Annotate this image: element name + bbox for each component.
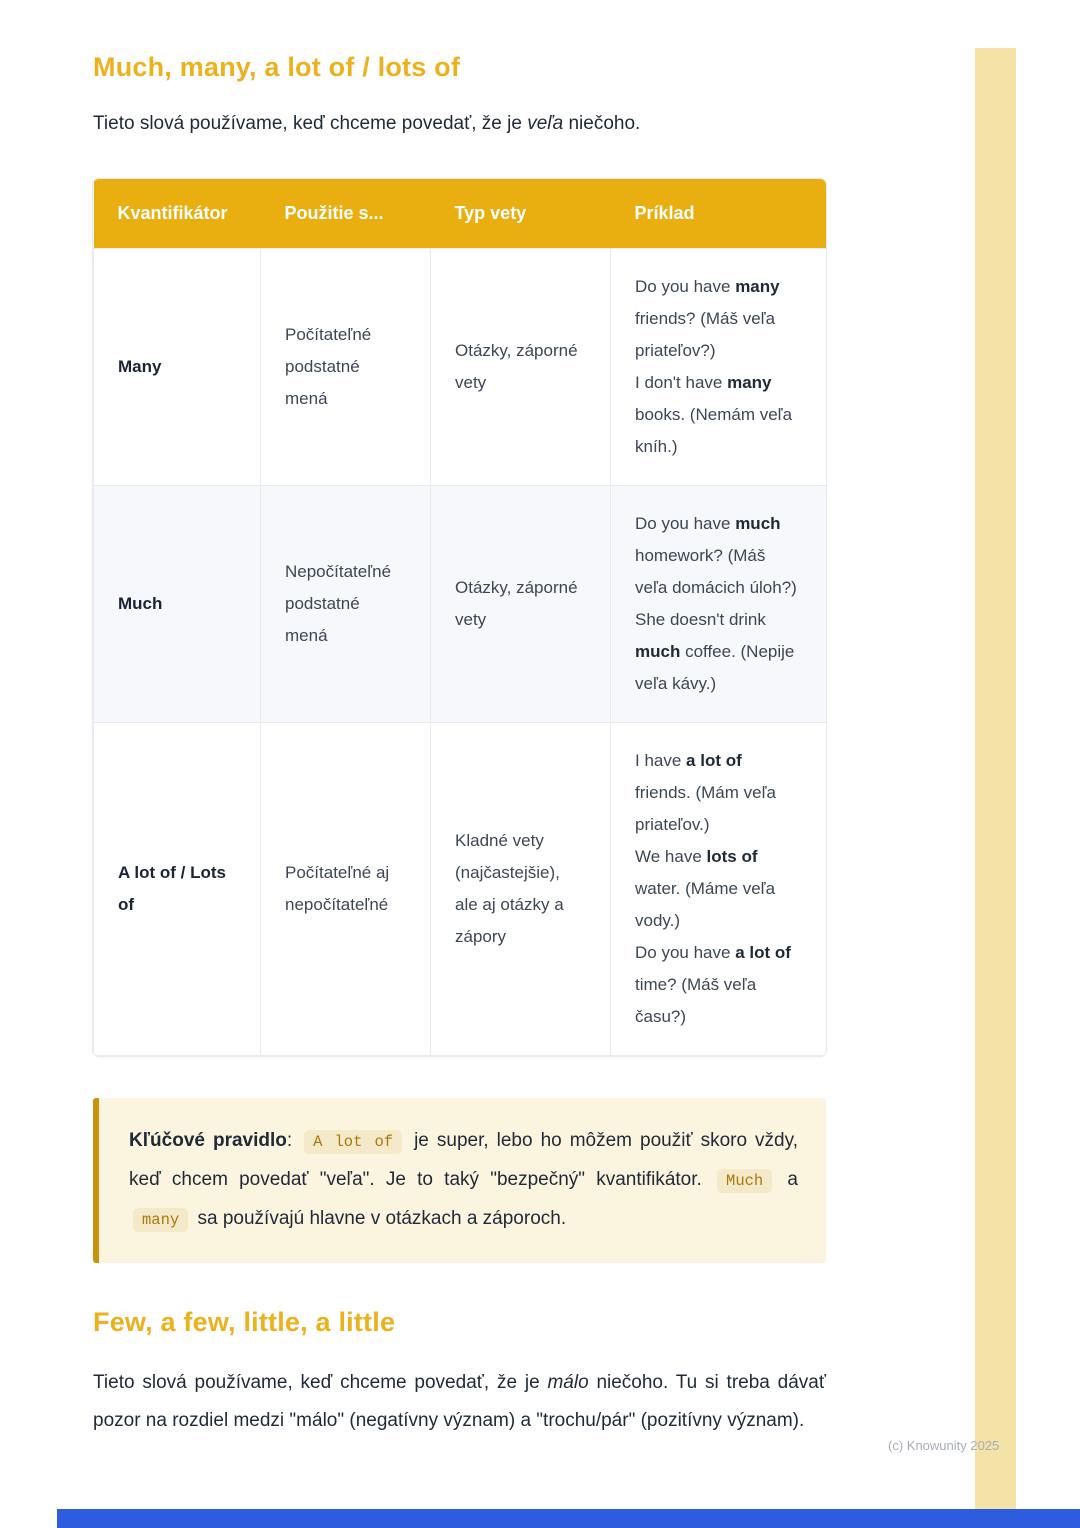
column-header: Použitie s... — [261, 179, 431, 249]
cell-example — [611, 249, 827, 486]
cell-sentence-type: Otázky, záporné vety — [431, 486, 611, 723]
inline-code: many — [133, 1208, 188, 1232]
text-segment: homework? (Máš veľa domácich úloh?) — [635, 546, 797, 597]
text-segment: a lot of — [735, 943, 791, 962]
text-segment: niečoho. — [563, 113, 641, 134]
next-page-edge-bar — [57, 1509, 1080, 1528]
example-sentence — [635, 937, 802, 1033]
text-segment: coffee. (Nepije veľa kávy.) — [635, 642, 795, 693]
example-sentence — [635, 841, 802, 937]
cell-usage: Počítateľné aj nepočítateľné — [261, 723, 431, 1056]
text-segment: Tieto slová používame, keď chceme povedať, že je — [93, 113, 528, 134]
quantifier-table — [93, 179, 826, 1056]
text-segment: a — [776, 1169, 798, 1190]
table-row — [94, 486, 827, 723]
text-segment: veľa — [527, 113, 564, 134]
quantifier-table-wrap — [93, 179, 826, 1056]
text-segment: much — [635, 642, 681, 661]
text-segment: : — [286, 1130, 301, 1151]
column-header: Príklad — [611, 179, 827, 249]
inline-code: Much — [717, 1169, 772, 1193]
cell-example — [611, 486, 827, 723]
second-paragraph — [93, 1364, 826, 1440]
text-segment: Do you have — [635, 277, 736, 296]
text-segment: water. (Máme veľa vody.) — [635, 879, 776, 930]
table-row — [94, 249, 827, 486]
cell-usage: Nepočítateľné podstatné mená — [261, 486, 431, 723]
text-segment: books. (Nemám veľa kníh.) — [635, 405, 793, 456]
section-title-much-many: Much, many, a lot of / lots of — [93, 52, 461, 82]
text-segment: many — [735, 277, 780, 296]
document-page — [93, 52, 826, 1440]
text-segment: lots of — [706, 847, 758, 866]
text-segment: Tieto slová používame, keď chceme povedať, že je — [93, 1372, 548, 1393]
page-edge-stripe — [975, 48, 1016, 1509]
section-title-few-little: Few, a few, little, a little — [93, 1307, 396, 1337]
text-segment: je super, lebo ho môžem použiť skoro vždy, keď chcem povedať "veľa". Je to taký "bezpečný" kvantifikátor. — [129, 1130, 798, 1190]
text-segment: Do you have — [635, 943, 736, 962]
table-body — [94, 249, 827, 1056]
table-row — [94, 723, 827, 1056]
cell-sentence-type: Otázky, záporné vety — [431, 249, 611, 486]
example-sentence — [635, 367, 802, 463]
text-segment: friends? (Máš veľa priateľov?) — [635, 309, 776, 360]
key-rule-text — [129, 1122, 798, 1239]
table-header-row — [94, 179, 827, 249]
cell-usage: Počítateľné podstatné mená — [261, 249, 431, 486]
intro-paragraph — [93, 109, 826, 139]
text-segment: I have — [635, 751, 687, 770]
text-segment: Do you have — [635, 514, 736, 533]
text-segment: sa používajú hlavne v otázkach a záporoch. — [192, 1208, 567, 1229]
text-segment: a lot of — [686, 751, 742, 770]
cell-quantifier: Much — [94, 486, 261, 723]
cell-quantifier: A lot of / Lots of — [94, 723, 261, 1056]
text-segment: We have — [635, 847, 707, 866]
key-rule-callout — [93, 1098, 826, 1263]
text-segment: much — [735, 514, 781, 533]
text-segment: many — [727, 373, 772, 392]
text-segment: I don't have — [635, 373, 728, 392]
example-sentence — [635, 271, 802, 367]
example-sentence — [635, 604, 802, 700]
cell-quantifier: Many — [94, 249, 261, 486]
text-segment: She doesn't drink — [635, 610, 766, 629]
text-segment: niečoho. Tu si treba dávať pozor na rozdiel medzi "málo" (negatívny význam) a "trochu/pár" (pozitívny význam). — [93, 1372, 826, 1431]
cell-example — [611, 723, 827, 1056]
example-sentence — [635, 745, 802, 841]
example-sentence — [635, 508, 802, 604]
watermark: (c) Knowunity 2025 — [888, 1438, 1000, 1453]
text-segment: time? (Máš veľa času?) — [635, 975, 757, 1026]
text-segment: málo — [547, 1372, 589, 1393]
column-header: Typ vety — [431, 179, 611, 249]
inline-code: A lot of — [304, 1130, 402, 1154]
text-segment: friends. (Mám veľa priateľov.) — [635, 783, 776, 834]
column-header: Kvantifikátor — [94, 179, 261, 249]
cell-sentence-type: Kladné vety (najčastejšie), ale aj otázky a zápory — [431, 723, 611, 1056]
text-segment: Kľúčové pravidlo — [129, 1130, 287, 1151]
